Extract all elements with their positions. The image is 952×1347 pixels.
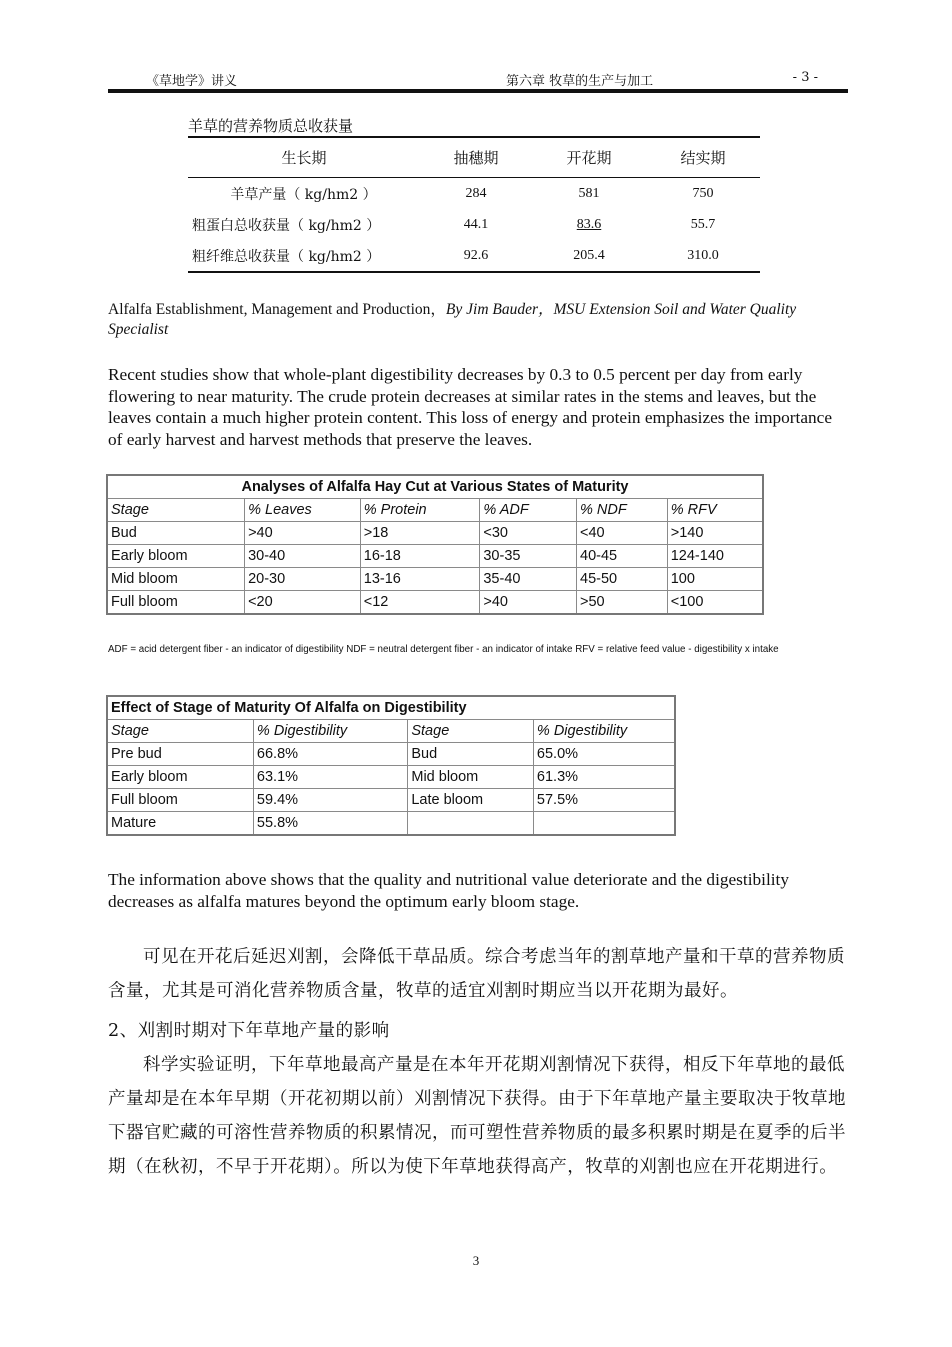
table2-col-header: % ADF [480,499,577,522]
table1-cell: 581 [578,185,600,201]
table2-cell: Bud [107,522,245,545]
cn-heading: 2、刈割时期对下年草地产量的影响 [108,1021,390,1041]
table2-cell: 30-35 [480,545,577,568]
table2-cell: 45-50 [577,568,668,591]
table2-cell: <30 [480,522,577,545]
cn-paragraph-next-year-yield [108,1048,848,1184]
table1-cell: 310.0 [687,247,719,263]
table1-col-header: 生长期 [188,137,420,178]
table3-col-header: % Digestibility [533,720,675,743]
table3-cell: 66.8% [253,743,407,766]
table1-col-header: 开花期 [532,137,646,178]
table1-row-label: 粗蛋白总收获量（ kg/hm2 ） [192,217,381,234]
table3-header-row [107,720,675,743]
table-row [107,766,675,789]
citation-title: Alfalfa Establishment, Management and Production， [108,301,446,318]
table2-cell: 40-45 [577,545,668,568]
table-row [107,545,763,568]
table2-cell: Full bloom [107,591,245,615]
table-row [107,743,675,766]
table1-col-header: 结实期 [646,137,760,178]
table3-caption: Effect of Stage of Maturity Of Alfalfa on Digestibility [107,696,675,720]
table3-col-header: % Digestibility [253,720,407,743]
table3-cell [408,812,534,836]
citation [108,300,852,340]
header-page-label: - 3 - [792,70,818,85]
table1-cell: 55.7 [690,216,716,232]
table2-cell: >18 [360,522,480,545]
cn-paragraph-harvest-quality [108,940,848,1008]
table3-cell: Mid bloom [408,766,534,789]
table2-cell: 30-40 [245,545,361,568]
table-row [188,240,760,272]
table3-cell: Pre bud [107,743,253,766]
table2-cell: <12 [360,591,480,615]
table1-cell: 750 [692,185,714,201]
paragraph-conclusion: The information above shows that the quality and nutritional value deteriorate and the digestibility decreases as alfalfa matures beyond the optimum early bloom stage. [108,870,789,911]
paragraph-digestibility: Recent studies show that whole-plant digestibility decreases by 0.3 to 0.5 percent per day from early flowering to near maturity. The crude protein decreases at similar rates in the stems and leaves, but the leaves contain a much higher protein content. This loss of energy and protein emphasizes the importance of early harvest and harvest methods that preserve the leaves. [108,365,832,449]
page-header [108,68,848,88]
table-row [107,591,763,615]
table2-col-header: % Leaves [245,499,361,522]
table2-header-row [107,499,763,522]
table1-row-label: 粗纤维总收获量（ kg/hm2 ） [192,248,381,265]
table3-cell: 65.0% [533,743,675,766]
table1-cell: 205.4 [573,247,605,263]
table1-cell: 44.1 [463,216,489,232]
cn-paragraph-1: 可见在开花后延迟刈割，会降低干草品质。综合考虑当年的割草地产量和干草的营养物质含量，尤其是可消化营养物质含量，牧草的适宜刈割时期应当以开花期为最好。 [108,947,845,1001]
table2-cell: >140 [667,522,763,545]
table1-row-label: 羊草产量（ kg/hm2 ） [230,186,377,203]
header-rule [108,89,848,93]
table2-cell: >50 [577,591,668,615]
table1-header-row [188,137,760,178]
table2-cell: 20-30 [245,568,361,591]
table3-cell: 55.8% [253,812,407,836]
table2-col-header: % RFV [667,499,763,522]
header-book-title: 《草地学》讲义 [146,74,238,89]
header-chapter: 第六章 牧草的生产与加工 [506,74,654,89]
table-row [107,522,763,545]
table-nutrient-yield [188,136,760,273]
table2-cell: <100 [667,591,763,615]
citation-author: By Jim Bauder，MSU Extension Soil and Water Quality Specialist [108,301,797,338]
table3-cell: Mature [107,812,253,836]
table3-cell: Early bloom [107,766,253,789]
table1-cell: 284 [465,185,487,201]
table2-cell: 13-16 [360,568,480,591]
table2-caption-row [107,475,763,499]
table3-cell: Late bloom [408,789,534,812]
table2-cell: <20 [245,591,361,615]
table1-title: 羊草的营养物质总收获量 [188,117,354,135]
table1-cell [532,209,646,240]
table3-cell: 57.5% [533,789,675,812]
table2-col-header: % Protein [360,499,480,522]
table2-col-header: % NDF [577,499,668,522]
table3-cell: 61.3% [533,766,675,789]
table1-cell-underlined: 83.6 [576,216,602,232]
table2-cell: Early bloom [107,545,245,568]
table-row [107,568,763,591]
table3-cell: 63.1% [253,766,407,789]
table2-col-header: Stage [107,499,245,522]
cn-paragraph-2: 科学实验证明，下年草地最高产量是在本年开花期刈割情况下获得，相反下年草地的最低产量却是在本年早期（开花初期以前）刈割情况下获得。由于下年草地产量主要取决于牧草地下器官贮藏的可溶性营养物质的积累情况，而可塑性营养物质的最多积累时期是在夏季的后半期（在秋初，不早于开花期）。所以为使下年草地获得高产，牧草的刈割也应在开花期进行。 [108,1055,846,1177]
table-row [107,812,675,836]
table-row [107,789,675,812]
table2-caption: Analyses of Alfalfa Hay Cut at Various States of Maturity [107,475,763,499]
table2-cell: Mid bloom [107,568,245,591]
table3-cell: Full bloom [107,789,253,812]
table2-cell: >40 [245,522,361,545]
table-digestibility [106,695,676,836]
table3-cell [533,812,675,836]
table2-cell: 35-40 [480,568,577,591]
table3-col-header: Stage [408,720,534,743]
cn-section-heading [108,1014,848,1048]
table1-cell: 92.6 [463,247,489,263]
table-alfalfa-analyses [106,474,764,615]
table3-caption-row [107,696,675,720]
table2-cell: 16-18 [360,545,480,568]
table1-col-header: 抽穗期 [420,137,532,178]
table3-cell: 59.4% [253,789,407,812]
table2-cell: 100 [667,568,763,591]
table-row [188,178,760,210]
abbreviation-note: ADF = acid detergent fiber - an indicator of digestibility NDF = neutral detergent fiber - an indicator of intake RFV = relative feed value - digestibility x intake [108,644,779,655]
table2-cell: >40 [480,591,577,615]
table2-cell: 124-140 [667,545,763,568]
table2-cell: <40 [577,522,668,545]
table3-col-header: Stage [107,720,253,743]
table3-cell: Bud [408,743,534,766]
table-row [188,209,760,240]
page-number: 3 [472,1253,480,1268]
